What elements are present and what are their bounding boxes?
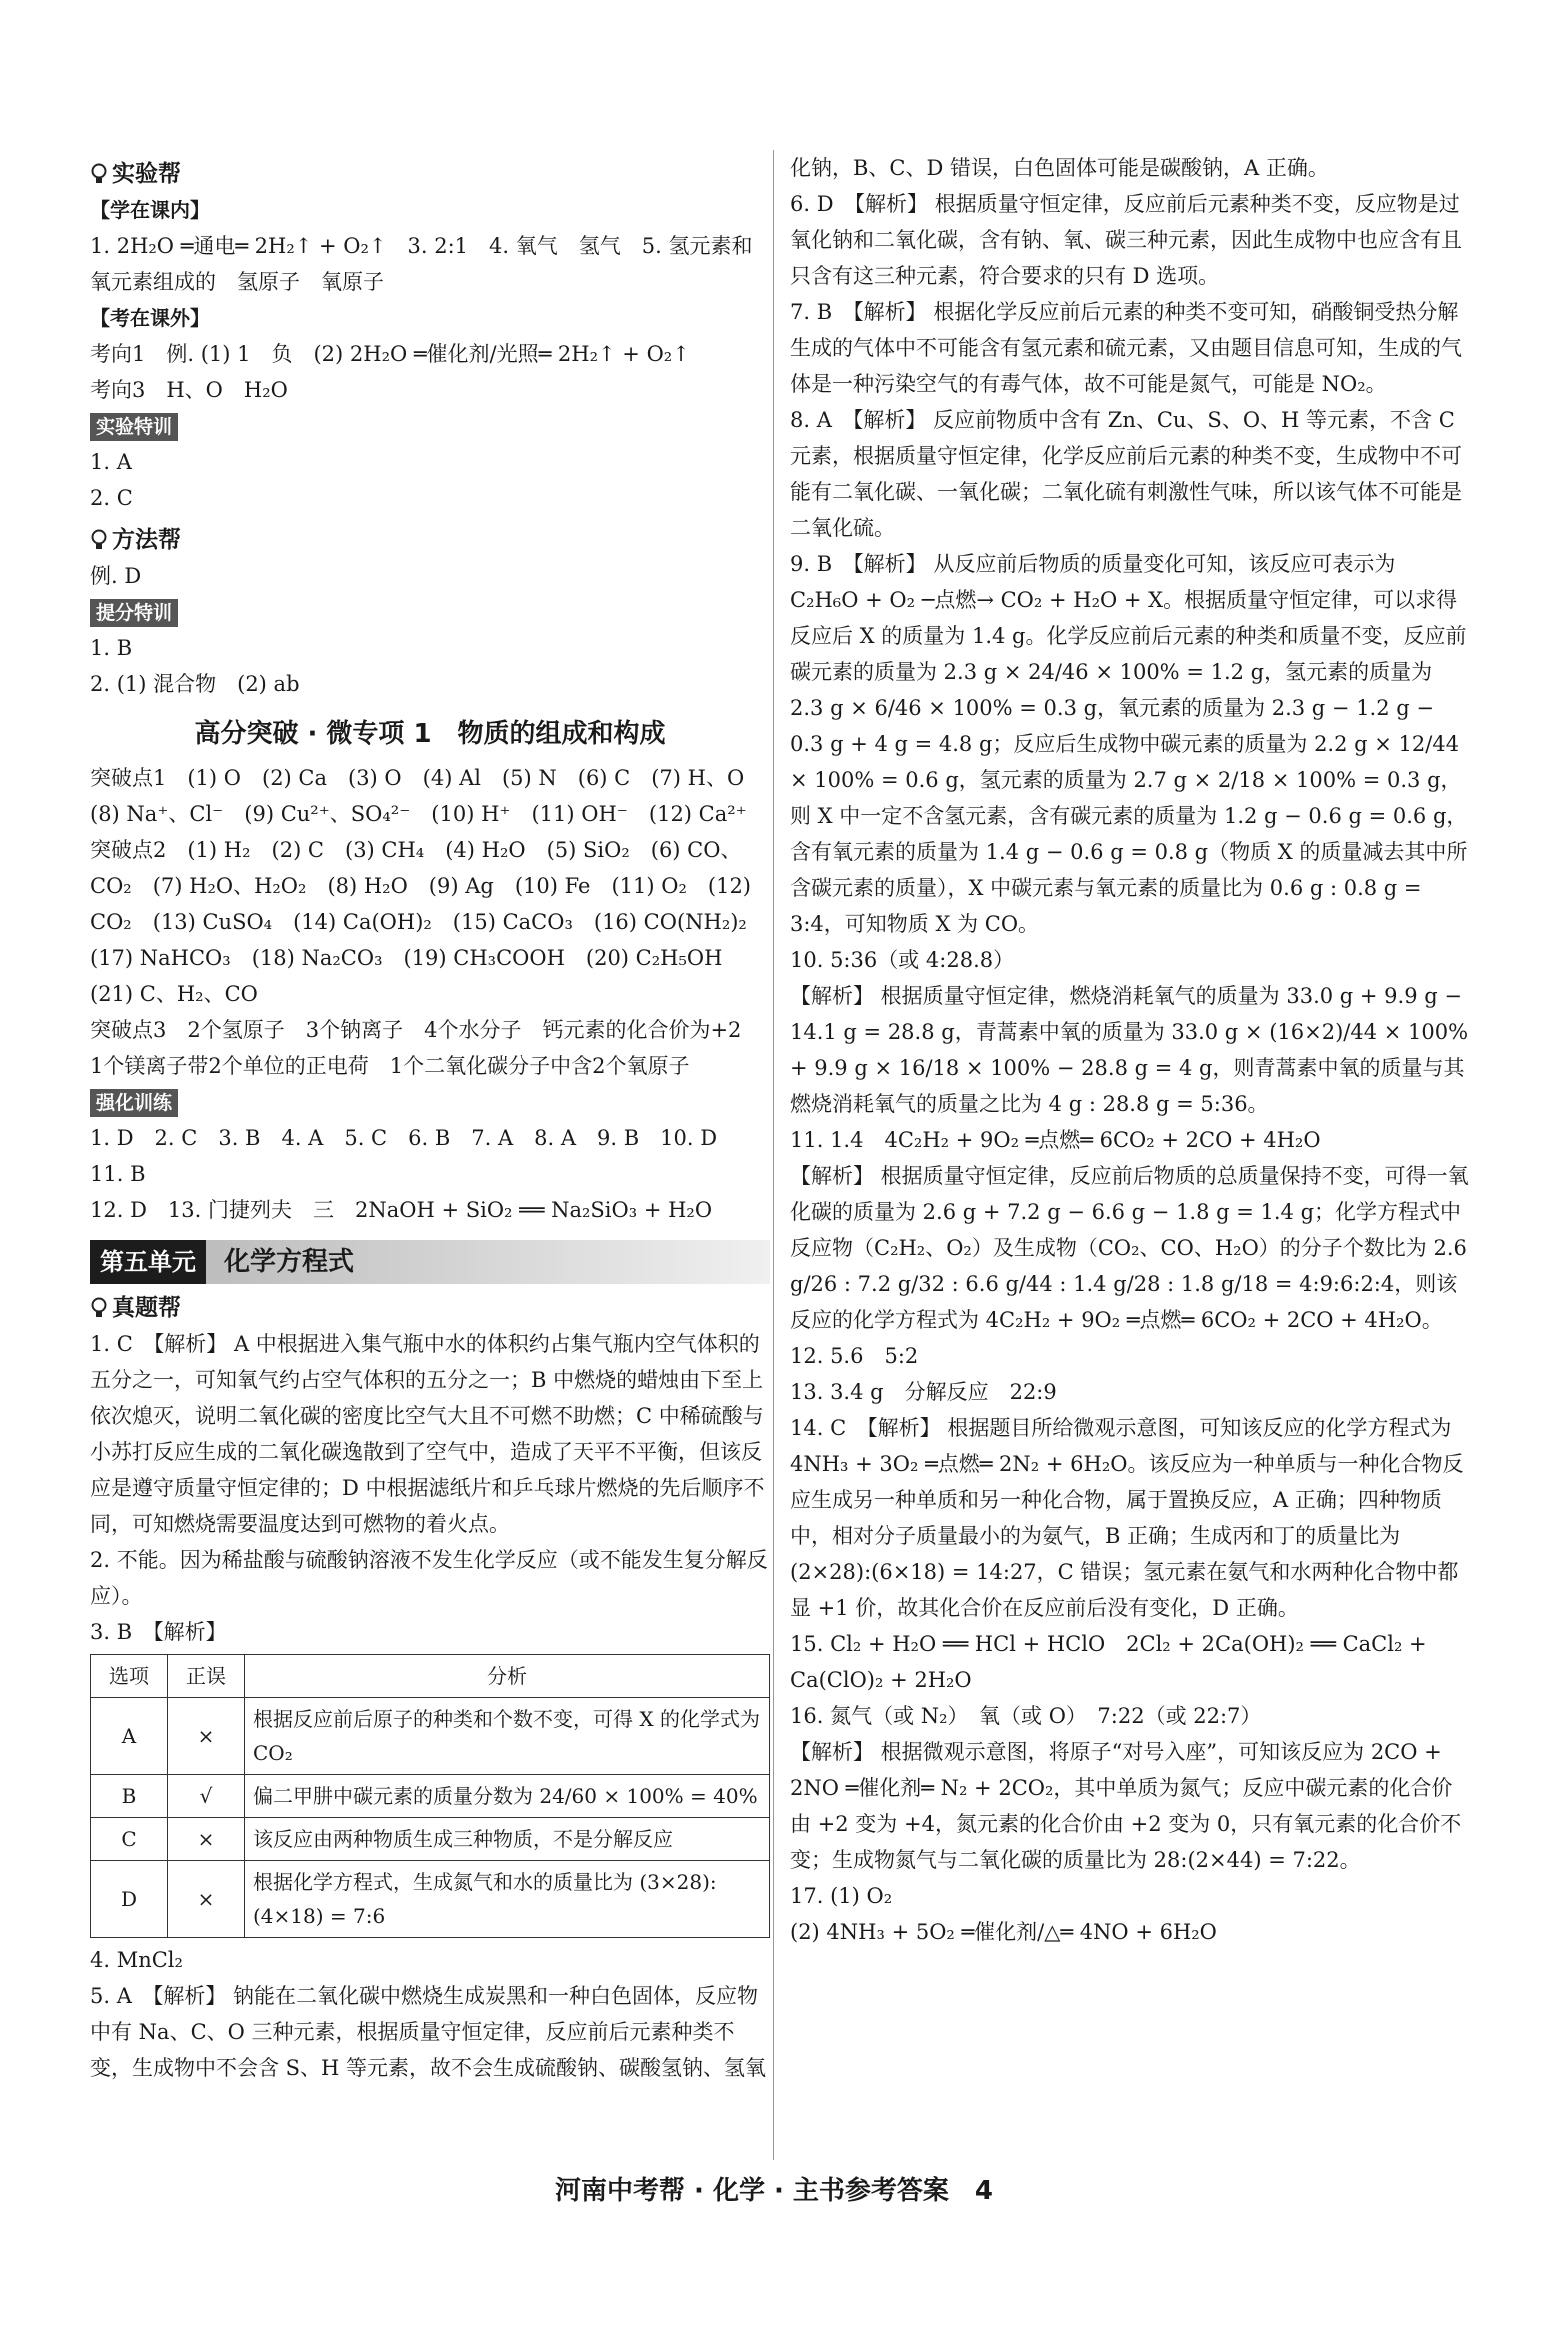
strong-answers-1: 1. D 2. C 3. B 4. A 5. C 6. B 7. A 8. A 9. B 10. D 11. B (90, 1126, 739, 1186)
table-row: D × 根据化学方程式，生成氮气和水的质量比为 (3×28):(4×18) = 7:6 (91, 1861, 770, 1938)
question-13: 13. 3.4 g 分解反应 22:9 (790, 1380, 1057, 1404)
table-header-row (91, 1655, 770, 1698)
analysis-table (90, 1654, 770, 1938)
table-header: 正误 (168, 1655, 245, 1698)
micro-topic-title: 高分突破 · 微专项 1 物质的组成和构成 (194, 719, 666, 749)
breakthrough-3: 突破点3 2个氢原子 3个钠离子 4个水分子 钙元素的化合价为+2 1个镁离子带2个单位的正电荷 1个二氧化碳分子中含2个氧原子 (90, 1018, 763, 1078)
sub-outclass: 【考在课外】 (90, 306, 210, 330)
question-16: 16. 氮气（或 N₂） 氧（或 O） 7:22（或 22:7） (790, 1704, 1262, 1728)
lightbulb-icon (90, 1297, 108, 1319)
boost-answer: 1. B (90, 636, 133, 660)
sub-inclass: 【学在课内】 (90, 198, 210, 222)
table-row: A × 根据反应前后原子的种类和个数不变，可得 X 的化学式为 CO₂ (91, 1698, 770, 1775)
question-11-analysis: 【解析】 根据质量守恒定律，反应前后物质的总质量保持不变，可得一氧化碳的质量为 2.6 g + 7.2 g − 6.6 g − 1.8 g = 1.4 g；化学方程式中反应物（C₂H₂、O₂）及生成物（CO₂、CO、H₂O）的分子个数比为 2.6 g/26 : 7.2 g/32 : 6.6 g/44 : 1.4 g/28 : 1.8 g/18 = 4:9:6:2:4，则该反应的化学方程式为 4C₂H₂ + 9O₂ ═点燃═ 6CO₂ + 2CO + 4H₂O。 (790, 1164, 1469, 1332)
kaoxiang-1: 考向1 例. (1) 1 负 (2) 2H₂O ═催化剂/光照═ 2H₂↑ + O₂↑ (90, 342, 690, 366)
question-8: 8. A 【解析】 反应前物质中含有 Zn、Cu、S、O、H 等元素，不含 C 元素，根据质量守恒定律，化学反应前后元素的种类不变，生成物中不可能有二氧化碳、一氧化碳；二氧化硫有刺激性气味，所以该气体不可能是二氧化硫。 (790, 408, 1462, 540)
question-4: 4. MnCl₂ (90, 1948, 183, 1972)
question-14: 14. C 【解析】 根据题目所给微观示意图，可知该反应的化学方程式为 4NH₃ + 3O₂ ═点燃═ 2N₂ + 6H₂O。该反应为一种单质与一种化合物反应生成另一种单质和另一种化合物，属于置换反应，A 正确；四种物质中，相对分子质量最小的为氨气，B 正确；生成丙和丁的质量比为 (2×28):(6×18) = 14:27，C 错误；氢元素在氨气和水两种化合物中都显 +1 价，故其化合价在反应前后没有变化，D 正确。 (790, 1416, 1464, 1620)
left-column (90, 150, 770, 2086)
question-12: 12. 5.6 5:2 (790, 1344, 919, 1368)
tag-strong-training: 强化训练 (90, 1089, 178, 1117)
right-column (790, 150, 1470, 1950)
lightbulb-icon (90, 163, 108, 185)
unit-header (90, 1240, 770, 1284)
question-5: 5. A 【解析】 钠能在二氧化碳中燃烧生成炭黑和一种白色固体，反应物中有 Na、C、O 三种元素，根据质量守恒定律，反应前后元素种类不变，生成物中不会含 S、H 等元素，故不会生成硫酸钠、碳酸氢钠、氢氧 (90, 1984, 767, 2080)
kaoxiang-3: 考向3 H、O H₂O (90, 378, 288, 402)
section-experiment: 实验帮 (90, 156, 770, 192)
question-9: 9. B 【解析】 从反应前后物质的质量变化可知，该反应可表示为 C₂H₆O + O₂ ─点燃→ CO₂ + H₂O + X。根据质量守恒定律，可以求得反应后 X 的质量为 1.4 g。化学反应前后元素的种类和质量不变，反应前碳元素的质量为 2.3 g × 24/46 × 100% = 1.2 g，氢元素的质量为 2.3 g × 6/46 × 100% = 0.3 g，氧元素的质量为 2.3 g − 1.2 g − 0.3 g + 4 g = 4.8 g；反应后生成物中碳元素的质量为 2.2 g × 12/44 × 100% = 0.6 g，氢元素的质量为 2.7 g × 2/18 × 100% = 0.3 g，则 X 中一定不含氢元素，含有碳元素的质量为 1.2 g − 0.6 g = 0.6 g，含有氧元素的质量为 1.4 g − 0.6 g = 0.8 g（物质 X 的质量减去其中所含碳元素的质量），X 中碳元素与氧元素的质量比为 0.6 g : 0.8 g = 3:4，可知物质 X 为 CO。 (790, 552, 1468, 936)
column-divider (773, 150, 774, 2160)
question-11: 11. 1.4 4C₂H₂ + 9O₂ ═点燃═ 6CO₂ + 2CO + 4H₂O (790, 1128, 1321, 1152)
question-6: 6. D 【解析】 根据质量守恒定律，反应前后元素种类不变，反应物是过氧化钠和二氧化碳，含有钠、氧、碳三种元素，因此生成物中也应含有且只含有这三种元素，符合要求的只有 D 选项。 (790, 192, 1462, 288)
unit-title: 化学方程式 (206, 1240, 770, 1284)
question-10-analysis: 【解析】 根据质量守恒定律，燃烧消耗氧气的质量为 33.0 g + 9.9 g − 14.1 g = 28.8 g，青蒿素中氧的质量为 33.0 g × (16×2)/44 × 100% + 9.9 g × 16/18 × 100% − 28.8 g = 4 g，则青蒿素中氧的质量与其燃烧消耗氧气的质量之比为 4 g : 28.8 g = 5:36。 (790, 984, 1469, 1116)
page-footer: 河南中考帮 · 化学 · 主书参考答案 4 (554, 2176, 994, 2206)
exp-answer: 1. A (90, 450, 132, 474)
question-7: 7. B 【解析】 根据化学反应前后元素的种类不变可知，硝酸铜受热分解生成的气体中不可能含有氢元素和硫元素，又由题目信息可知，生成的气体是一种污染空气的有毒气体，故不可能是氮气，可能是 NO₂。 (790, 300, 1462, 396)
inclass-answers: 1. 2H₂O ═通电═ 2H₂↑ + O₂↑ 3. 2:1 4. 氧气 氢气 5. 氢元素和氧元素组成的 氢原子 氧原子 (90, 234, 753, 294)
table-row: B √ 偏二甲肼中碳元素的质量分数为 24/60 × 100% = 40% (91, 1775, 770, 1818)
table-header: 分析 (245, 1655, 770, 1698)
question-16-analysis: 【解析】 根据微观示意图，将原子“对号入座”，可知该反应为 2CO + 2NO ═催化剂═ N₂ + 2CO₂，其中单质为氮气；反应中碳元素的化合价由 +2 变为 +4，氮元素的化合价由 +2 变为 0，只有氧元素的化合价不变；生成物氮气与二氧化碳的质量比为 28:(2×44) = 7:22。 (790, 1740, 1462, 1872)
exp-answer: 2. C (90, 486, 133, 510)
tag-boost-training: 提分特训 (90, 599, 178, 627)
question-15: 15. Cl₂ + H₂O ══ HCl + HClO 2Cl₂ + 2Ca(OH)₂ ══ CaCl₂ + Ca(ClO)₂ + 2H₂O (790, 1632, 1427, 1692)
strong-answers-2: 12. D 13. 门捷列夫 三 2NaOH + SiO₂ ══ Na₂SiO₃ + H₂O (90, 1198, 713, 1222)
question-5-continued: 化钠，B、C、D 错误，白色固体可能是碳酸钠，A 正确。 (790, 156, 1329, 180)
boost-answer: 2. (1) 混合物 (2) ab (90, 672, 300, 696)
question-17-part-1: 17. (1) O₂ (790, 1884, 893, 1908)
question-3: 3. B 【解析】 (90, 1620, 227, 1644)
table-row: C × 该反应由两种物质生成三种物质，不是分解反应 (91, 1818, 770, 1861)
question-2: 2. 不能。因为稀盐酸与硫酸钠溶液不发生化学反应（或不能发生复分解反应）。 (90, 1548, 768, 1608)
tag-experiment-training: 实验特训 (90, 413, 178, 441)
section-real-exam: 真题帮 (90, 1290, 770, 1326)
unit-badge: 第五单元 (90, 1240, 206, 1284)
method-example: 例. D (90, 564, 142, 588)
section-method: 方法帮 (90, 522, 770, 558)
lightbulb-icon (90, 529, 108, 551)
breakthrough-2: 突破点2 (1) H₂ (2) C (3) CH₄ (4) H₂O (5) SiO₂ (6) CO、CO₂ (7) H₂O、H₂O₂ (8) H₂O (9) Ag (10) Fe (11) O₂ (12) CO₂ (13) CuSO₄ (14) Ca(OH)₂ (15) CaCO₃ (16) CO(NH₂)₂ (17) NaHCO₃ (18) Na₂CO₃ (19) CH₃COOH (20) C₂H₅OH (21) C、H₂、CO (90, 838, 768, 1006)
table-header: 选项 (91, 1655, 168, 1698)
question-17-part-2: (2) 4NH₃ + 5O₂ ═催化剂/△═ 4NO + 6H₂O (790, 1920, 1217, 1944)
question-10: 10. 5:36（或 4:28.8） (790, 948, 1015, 972)
breakthrough-1: 突破点1 (1) O (2) Ca (3) O (4) Al (5) N (6) C (7) H、O (8) Na⁺、Cl⁻ (9) Cu²⁺、SO₄²⁻ (10) H⁺ (11) OH⁻ (12) Ca²⁺ (90, 766, 766, 826)
question-1: 1. C 【解析】 A 中根据进入集气瓶中水的体积约占集气瓶内空气体积的五分之一，可知氧气约占空气体积的五分之一；B 中燃烧的蜡烛由下至上依次熄灭，说明二氧化碳的密度比空气大且不可燃不助燃；C 中稀硫酸与小苏打反应生成的二氧化碳逸散到了空气中，造成了天平不平衡，但该反应是遵守质量守恒定律的；D 中根据滤纸片和乒乓球片燃烧的先后顺序不同，可知燃烧需要温度达到可燃物的着火点。 (90, 1332, 765, 1536)
